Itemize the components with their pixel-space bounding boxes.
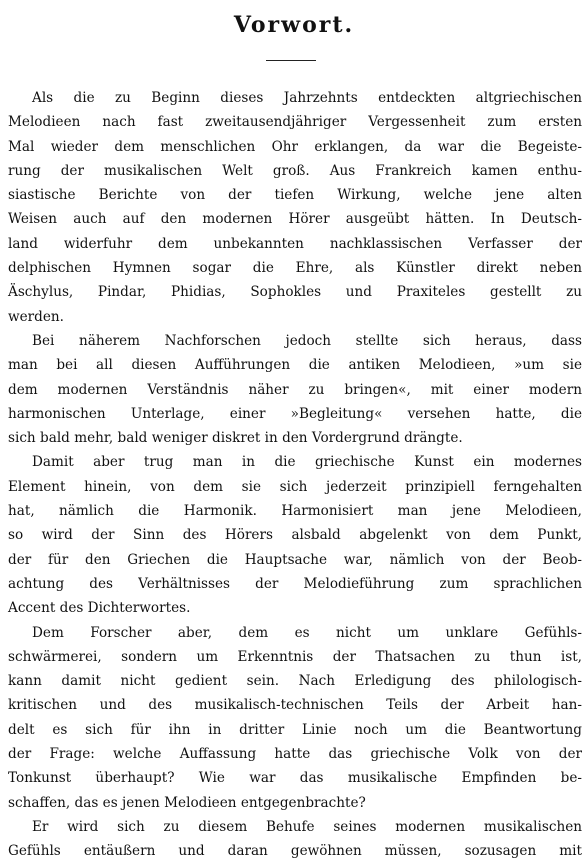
text-line: dem modernen Verständnis näher zu bringen«, mit einer modern	[8, 381, 582, 398]
text-line: der Frage: welche Auffassung hatte das griechische Volk von der	[8, 746, 582, 763]
text-line: Dem Forscher aber, dem es nicht um unklare Gefühls-	[32, 624, 582, 641]
text-line: Als die zu Beginn dieses Jahrzehnts entdeckten altgriechischen	[32, 90, 582, 106]
page-title: Vorwort.	[233, 12, 355, 38]
text-line: schaffen, das es jenen Melodieen entgegenbrachte?	[8, 794, 366, 811]
text-line: hat, nämlich die Harmonik. Harmonisiert man jene Melodieen,	[8, 503, 582, 520]
body-text	[8, 86, 582, 864]
text-line: Melodieen nach fast zweitausendjähriger Vergessenheit zum ersten	[8, 114, 582, 131]
text-line: Gefühls entäußern und daran gewöhnen müssen, sozusagen mit	[8, 843, 582, 860]
title-rule	[266, 60, 316, 61]
text-line: Element hinein, von dem sie sich jederzeit prinzipiell ferngehalten	[8, 478, 582, 495]
text-line: Mal wieder dem menschlichen Ohr erklangen, da war die Begeiste-	[8, 138, 582, 155]
text-line: man bei all diesen Aufführungen die antiken Melodieen, »um sie	[8, 357, 582, 374]
text-line: so wird der Sinn des Hörers alsbald abgelenkt von dem Punkt,	[8, 527, 582, 544]
text-line: Er wird sich zu diesem Behufe seines modernen musikalischen	[32, 818, 582, 835]
text-line: delphischen Hymnen sogar die Ehre, als Künstler direkt neben	[8, 260, 582, 277]
text-line: Bei näherem Nachforschen jedoch stellte sich heraus, dass	[32, 332, 582, 349]
text-line: rung der musikalischen Welt groß. Aus Frankreich kamen enthu-	[8, 162, 582, 179]
text-line: Tonkunst überhaupt? Wie war das musikalische Empfinden be-	[8, 770, 582, 787]
text-line: land widerfuhr dem unbekannten nachklassischen Verfasser der	[8, 235, 582, 252]
text-line: kritischen und des musikalisch-technischen Teils der Arbeit han-	[8, 697, 582, 714]
text-line: Damit aber trug man in die griechische Kunst ein modernes	[32, 454, 582, 471]
text-line: Äschylus, Pindar, Phidias, Sophokles und Praxiteles gestellt zu	[8, 284, 582, 301]
text-line: Accent des Dichterwortes.	[8, 600, 191, 617]
text-line: kann damit nicht gedient sein. Nach Erledigung des philologisch-	[8, 673, 582, 690]
text-line: delt es sich für ihn in dritter Linie noch um die Beantwortung	[8, 721, 582, 738]
text-line: siastische Berichte von der tiefen Wirkung, welche jene alten	[8, 187, 582, 204]
text-line: der für den Griechen die Hauptsache war, nämlich von der Beob-	[8, 551, 582, 568]
text-line: schwärmerei, sondern um Erkenntnis der Thatsachen zu thun ist,	[8, 648, 582, 665]
text-line: Weisen auch auf den modernen Hörer ausgeübt hätten. In Deutsch-	[8, 211, 582, 228]
text-line: achtung des Verhältnisses der Melodieführung zum sprachlichen	[8, 575, 582, 592]
text-line: sich bald mehr, bald weniger diskret in den Vordergrund drängte.	[8, 430, 463, 447]
text-line: harmonischen Unterlage, einer »Begleitung« versehen hatte, die	[8, 405, 582, 422]
text-line: werden.	[8, 308, 65, 325]
